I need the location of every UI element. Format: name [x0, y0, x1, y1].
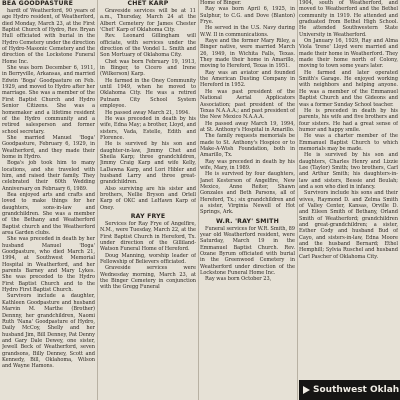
paragraph: The family requests memorials be made to St. Anthony's Hospice or to Make-A-Wish Foundation, both in Amarillo, Tx.: [200, 133, 295, 159]
paragraph: Ray was born April 6, 1925, in Sulphur, to C.G. and Dove (Blanton) Frye.: [200, 6, 295, 26]
paragraph: He passed away March 21, 1994.: [105, 109, 190, 116]
paragraph: She was born December 6, 1911, in Berryville, Arkansas, and married Edwin 'Boga' Goodpasture on Feb. 1929, and moved to Hydro after her marriage. She was a member of the First Baptist Church and Hydro Senior Citizens. She was a homemaker and a lifetime resident of the Hydro community and a retired salesperson and former school secretary.: [2, 65, 95, 135]
paragraph: Also surviving are his sister and brothers, Nellie Bryson and Orlell Karp of OKC and LeHawn Karp of Oney.: [100, 185, 196, 211]
paragraph: He farmed in the Oney Community until 1949, when he moved to Oklahoma City. He was a retired Putnam City School System employee.: [100, 77, 196, 110]
column-1: [2, 0, 95, 400]
paragraph: He is preceded in death by his parents, his wife and five brothers and four sisters. He had a great sense of humor and happy smile.: [299, 107, 398, 133]
obituary-heading-frye: RAY FRYE: [130, 213, 166, 220]
paragraph: He served in the U.S. Navy during W.W. II in communications.: [200, 25, 295, 38]
triangle-arrow-icon: [303, 386, 310, 394]
paragraph: On January 16, 1929, Ray and Alma Viola 'Irene' Lloyd were married and made their home in Weatherford. They made their home north of Colony, moving to town some years later.: [299, 38, 398, 70]
paragraph: She was preceded in death by her husband Manuel 'Boga' Goodpasture, who died March 21, 1994, at Southwest Memorial Hospital in Weatherford, and her parents Barney and Mary Lykes. She was preceded to the Hydro First Baptist Church and to the Hydro First Baptist Church.: [2, 236, 95, 294]
paragraph: Ray was an aviator and founded the American Dusting Company in Hereford in 1952.: [200, 69, 295, 89]
column-divider: [297, 0, 298, 400]
paragraph: Graveside services will be at 11 a.m., Thursday, March 24 at the Albert Cemetery for James Chester 'Chet' Karp of Oklahoma City.: [100, 8, 196, 34]
paragraph: Raye and the former Mary Riley, a Binger native, were married March 26, 1949, in Wichita Falls, Texas. They made their home in Amarillo, moving to Hereford, Texas in 1951.: [200, 38, 295, 70]
paragraph: Funeral services for W.R. Smith, 89 year old Weatherford resident, were Saturday, March 19 in the Emmanuel Baptist Church. Rev. Ozane Byrum officiated with burial in the Greenwood Cemetery in Weatherford under direction of the Lockstone Funeral Home Inc.: [200, 225, 295, 277]
paragraph: Ray was born October 23,: [205, 276, 272, 283]
paragraph: Survivors include his sons and their wives, Raymond D. and Zelma Smith of Valley Center, Kansas, Orville D. and Eileen Smith of Bethany, Orland Smith of Weatherford; grandchildren and great-grandchildren; a sister, Esther Cody and husband Bud of Cayo, and sisters-in-law, Edna Moore and the husband Bernard; Ethel Hemphill; Sylvia Ruschel and husband Carl Pascher of Oklahoma City.: [299, 190, 398, 260]
advertisement-banner: [299, 380, 400, 400]
paragraph: He was preceded in death by his wife, Edna May; a brother, Lloyd, and sisters, Vada, Estelle, Edith and Florence.: [100, 115, 196, 141]
column-3: [200, 0, 295, 400]
obituary-heading-goodpasture: BEA GOODPASTURE: [2, 0, 74, 7]
paragraph: hardt of Weatherford, 90 years of age Hydro resident, of Weatherford, died Monday, March 23, at the First Baptist Church of Hydro, Rev. Bryan Hull officiated with burial in the Hydro Cemetery under the direction of Hydro-Masonic Cemetery and the direction of the Lockstone Funeral Home Inc.: [2, 8, 95, 65]
paragraph: Survivors include a daughter, Kathleen Goodpasture and husband Marvin M. Marthe (Brother) Dennny, her grandchildren, Naomi Ruth 'Nana' Goodpasture of Hydro, Daily McCoy, Shelly and her husband Jim, Bill Denney, Pat Denny and Gary Dale Dewey, one sister, Jewell Beck of Weatherford, seven grandsons, Billy Denney, Scott and Kennedy, Bill, Oklahoma, Wilson and Wayne Hamons.: [2, 293, 95, 370]
column-divider: [198, 0, 199, 400]
paragraph: He farmed and later operated Smith's Garage. He enjoyed working with neighbors and helping anyone. He was a member of the Emmanuel Baptist Church and the Gideons and was a former Sunday School teacher.: [299, 69, 398, 108]
paragraph: 1904, south of Weatherford, and moved to Weatherford and the Bethel community in 1919. He attended and graduated from Bethel High School. He attended Southwestern State University in Weatherford.: [299, 0, 398, 38]
paragraph: She married Manuel 'Boga' Goodpasture, February 6, 1929, in Weatherford, and they made their home in Hydro.: [2, 134, 95, 160]
column-divider: [97, 0, 98, 400]
paragraph: Services for Ray Frye of Angelfire, N.M., were Tuesday, March 22, at the First Baptist Church in Hereford, Tx. under direction of the Gilliland-Watson Funeral Home of Hereford.: [100, 221, 196, 253]
paragraph: He was past president of the National Aerial Applicators Association; past president of the Texas N.A.A.A.; and past president of the New Mexico N.A.A.A.: [200, 88, 295, 121]
banner-text: Southwest Oklah: [313, 385, 400, 395]
paragraph: He is survived by his son and daughters, Charles Henry and Lizzie Lee (Taylor) Smith; two brothers, Carl and Arthur Smith; his daughters-in-law and sisters, Bessie and Beulah; and a son who died in infancy.: [299, 152, 398, 190]
column-4: [299, 0, 398, 379]
paragraph: Chet was born February 19, 1913, in Binger, to Cicero and Irene (Wilkerson) Karp.: [100, 58, 196, 78]
paragraph: He passed away March 19, 1994, at St. Anthony's Hospital in Amarillo.: [200, 120, 295, 133]
paragraph: He is survived by four daughters, Janet Kesterson of Angelfire, New Mexico, Anne Reiter, Shawn Gonzales and Beth Parsons, all of Hereford, Tx.; six grandchildren and a sister, Virginia Newell of Hot Springs, Ark.: [200, 171, 295, 216]
obituary-heading-smith: W.R. 'RAY' SMITH: [216, 217, 279, 225]
paragraph: Graveside services were Wednesday morning, March 23, at the Binger Cemetery in conjunction with the Gregg Funeral: [100, 265, 196, 291]
obituary-heading-karp: CHET KARP: [127, 0, 169, 7]
paragraph: He was a charter member of the Emmanuel Baptist Church to which memorials may be made.: [299, 133, 398, 152]
paragraph: He is survived by his son and daughter-in-law, Jimmy Chet and Sheila Karp; three grandchildren, Jimmy Craig Karp and wife Kelly, LaDawna Karp, and Lori Hibler and husband Larry and three great-grandchildren.: [100, 141, 196, 186]
paragraph: Boga's job took him to many locations, and she traveled with him, and raised their family. They celebrated their 60th Wedding Anniversary on February 6, 1989.: [2, 160, 95, 192]
paragraph: Doug Manning, worship leader of Fellowship of Believers officiated.: [100, 252, 196, 266]
paragraph: Rev. Leonard Gillingham will officiate, with services under the direction of the Vondel L. Smith and Son Mortuary of Oklahoma City.: [100, 33, 196, 59]
column-2: [100, 0, 196, 400]
paragraph: Bea enjoyed arts and crafts and loved to make things for her daughters, sons-in-law and grandchildren. She was a member of the Bethany and Weatherford Baptist church and the Weatherford area Garden clubs.: [2, 191, 95, 237]
paragraph: Home of Binger.: [200, 0, 242, 6]
paragraph: Ray was preceded in death by his wife, Mary, in 1989.: [200, 158, 295, 171]
